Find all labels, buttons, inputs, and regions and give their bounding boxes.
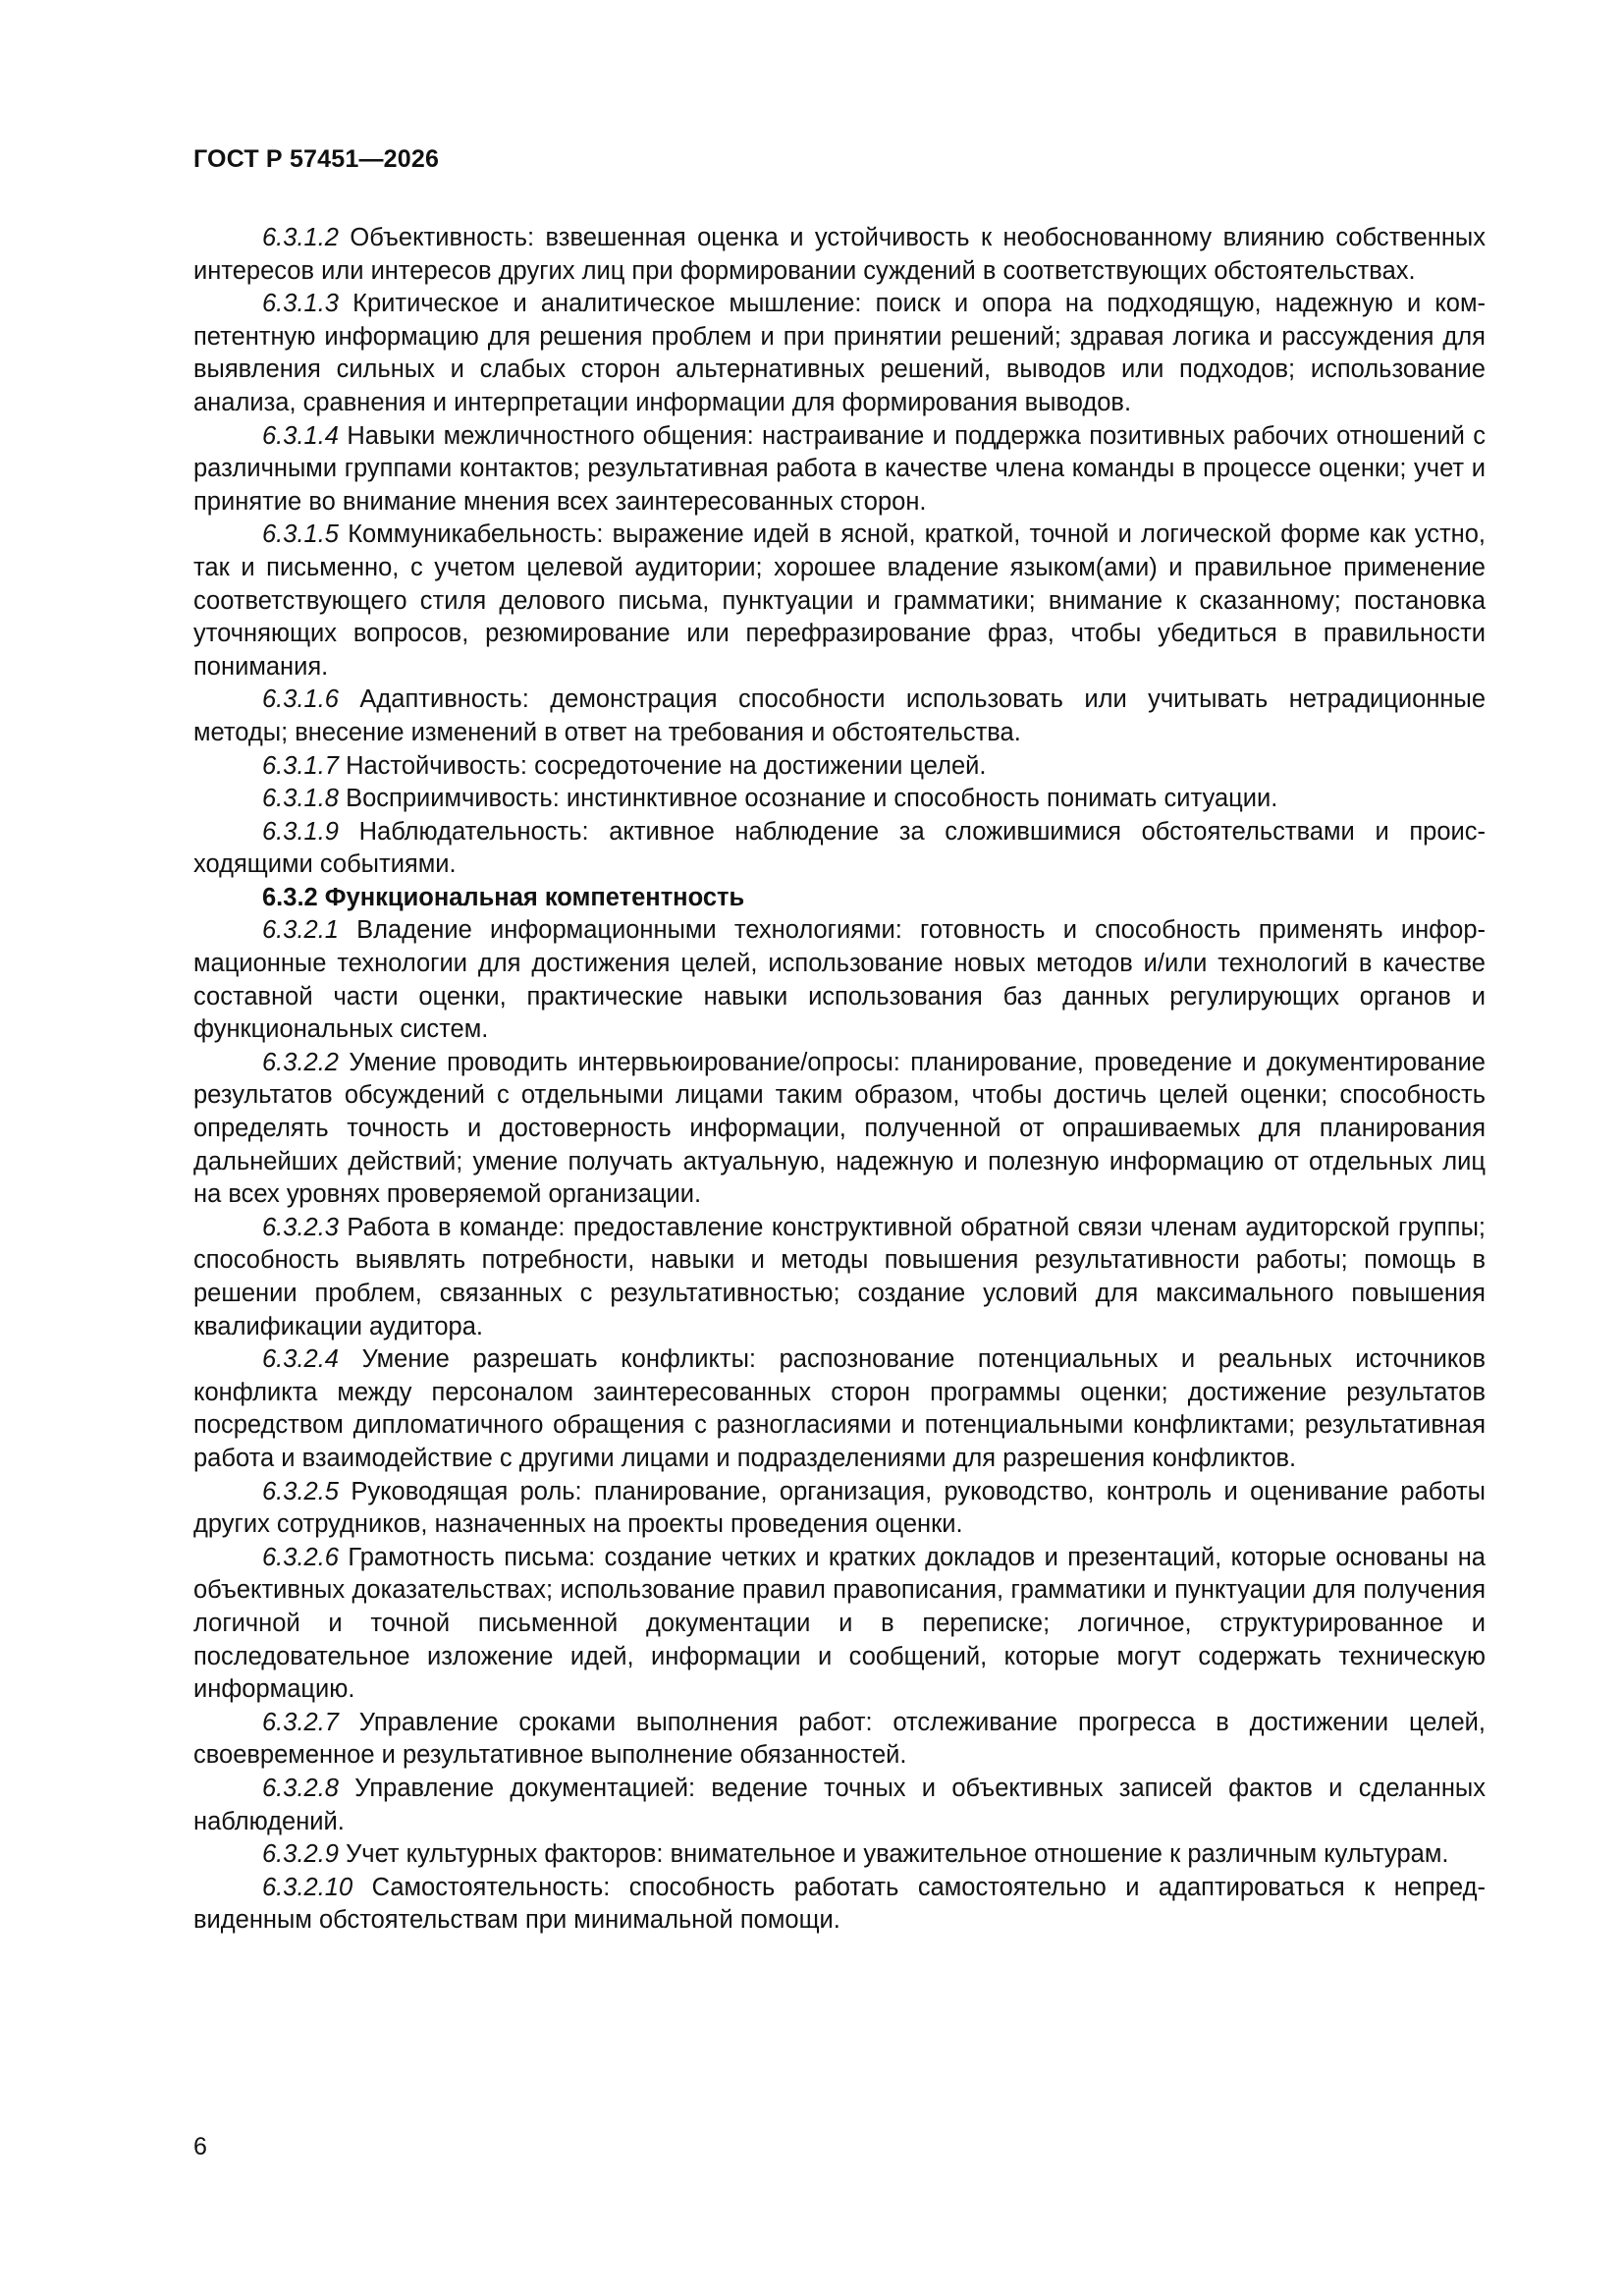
clause-paragraph [193,783,1486,816]
clause-number: 6.3.1.9 [262,817,339,846]
clause-text: Умение разрешать конфликты: распознование потенциальных и реальных источников конфликта между персоналом заинтересованных сторон программы оценки; достижение результатов посредством дипломатичного обращения с разногласиями и потенциальными конфликтами; результативная работа и взаимодействие с другими лицами и подразделениями для разрешения конфликтов. [193,1345,1486,1472]
clause-number: 6.3.1.5 [262,520,339,549]
clause-number: 6.3.2.1 [262,916,339,945]
clause-paragraph [193,816,1486,882]
clause-number: 6.3.2.3 [262,1213,339,1241]
clause-number: 6.3.2.6 [262,1543,339,1571]
document-header: ГОСТ Р 57451—2026 [193,145,440,173]
clause-text: Настойчивость: сосредоточение на достижении целей. [346,751,987,780]
clause-text: Учет культурных факторов: внимательное и уважительное отношение к различным культурам. [346,1840,1449,1869]
clause-text: Работа в команде: предоставление конструктивной обратной связи членам аудиторской группы; способность выявлять потребности, навыки и методы повышения результативности работы; помощь в решении проблем, связанных с результативностью; создание условий для максимального повышения квалификации аудитора. [193,1213,1487,1340]
clause-number: 6.3.2.7 [262,1708,339,1736]
clause-text: Управление сроками выполнения работ: отслеживание прогресса в достижении целей, своевременное и результативное выполнение обязанностей. [193,1708,1486,1770]
clause-number: 6.3.1.3 [262,290,339,318]
clause-text: Коммуникабельность: выражение идей в ясной, краткой, точной и логической форме как устно, так и письменно, с учетом целевой аудитории; хорошее владение языком(ами) и правильное применение соответствующего стиля делового письма, пунктуации и грамматики; внимание к сказанному; постановка уточняющих вопросов, резюмирование или перефразирование фраз, чтобы убедиться в правильности понимания. [193,520,1486,681]
clause-text: Адаптивность: демонстрация способности использовать или учитывать нетрадиционные методы; внесение изменений в ответ на требования и обстоятельства. [193,685,1486,746]
clause-paragraph [193,750,1486,784]
clause-number: 6.3.2.9 [262,1840,339,1869]
clause-text: Владение информационными технологиями: готовность и способность применять информационные технологии для достижения целей, использование новых методов и/или технологий в качестве составной части оценки, практические навыки использования баз данных регулирующих органов и функциональных систем. [193,916,1486,1044]
clause-number: 6.3.1.7 [262,751,339,780]
clause-number: 6.3.1.8 [262,785,339,813]
clause-paragraph [193,420,1486,519]
clause-number: 6.3.1.2 [262,224,339,251]
clause-text: Руководящая роль: планирование, организация, руководство, контроль и оценивание работы других сотрудников, назначенных на проекты проведения оценки. [193,1477,1486,1539]
clause-paragraph [193,1542,1486,1707]
clause-text: Грамотность письма: создание четких и кратких докладов и презентаций, которые основаны на объективных доказательствах; использование правил правописания, грамматики и пунктуации для получения логичной и точной письменной документации и в переписке; логичное, структурированное и последовательное изложение идей, информации и сообщений, которые могут содержать техническую информацию. [193,1543,1486,1704]
clause-paragraph [193,683,1486,749]
clause-number: 6.3.2.2 [262,1048,339,1076]
clause-paragraph [193,1872,1486,1938]
section-heading: 6.3.2 Функциональная компетентность [262,883,745,911]
clause-text: Умение проводить интервьюирование/опросы: планирование, проведение и документирование результатов обсуждений с отдельными лицами таким образом, чтобы достичь целей оценки; способность определять точность и достоверность информации, полученной от опрашиваемых для планирования дальнейших действий; умение получать актуальную, надежную и полезную информацию от отдельных лиц на всех уровнях проверяемой организации. [193,1048,1486,1209]
clause-paragraph [193,914,1486,1046]
clause-number: 6.3.2.8 [262,1774,339,1802]
clause-paragraph [193,1343,1486,1475]
clause-paragraph [193,1707,1486,1773]
clause-paragraph [193,288,1486,419]
clause-text: Управление документацией: ведение точных и объективных записей фактов и сделанных наблюдений. [193,1774,1486,1835]
clause-number: 6.3.2.5 [262,1477,339,1505]
document-body [193,222,1486,1938]
page-number: 6 [193,2133,207,2160]
clause-number: 6.3.1.4 [262,421,339,450]
clause-number: 6.3.2.4 [262,1345,339,1374]
clause-number: 6.3.1.6 [262,685,339,714]
clause-paragraph [193,222,1486,288]
clause-text: Наблюдательность: активное наблюдение за сложившимися обстоятельствами и происходящими событиями. [193,817,1486,879]
clause-paragraph [193,1047,1486,1212]
clause-paragraph [193,1838,1486,1872]
clause-text: Самостоятельность: способность работать самостоятельно и адаптироваться к непредвиденным обстоятельствам при минимальной помощи. [193,1873,1486,1935]
clause-paragraph [193,1212,1486,1343]
clause-text: Критическое и аналитическое мышление: поиск и опора на подходящую, надежную и компетентную информацию для решения проблем и при принятии решений; здравая логика и рассуждения для выявления сильных и слабых сторон альтернативных решений, выводов или подходов; использование анализа, сравнения и интерпретации информации для формирования выводов. [193,290,1486,416]
clause-text: Объективность: взвешенная оценка и устойчивость к необоснованному влиянию собственных интересов или интересов других лиц при формировании суждений в соответствующих обстоятельствах. [193,224,1486,285]
clause-paragraph [193,519,1486,683]
clause-paragraph [193,1773,1486,1838]
clause-paragraph [193,1476,1486,1542]
clause-text: Навыки межличностного общения: настраивание и поддержка позитивных рабочих отношений с различными группами контактов; результативная работа в качестве члена команды в процессе оценки; учет и принятие во внимание мнения всех заинтересованных сторон. [193,421,1486,516]
clause-text: Восприимчивость: инстинктивное осознание и способность понимать ситуации. [346,785,1278,813]
clause-number: 6.3.2.10 [262,1873,353,1901]
